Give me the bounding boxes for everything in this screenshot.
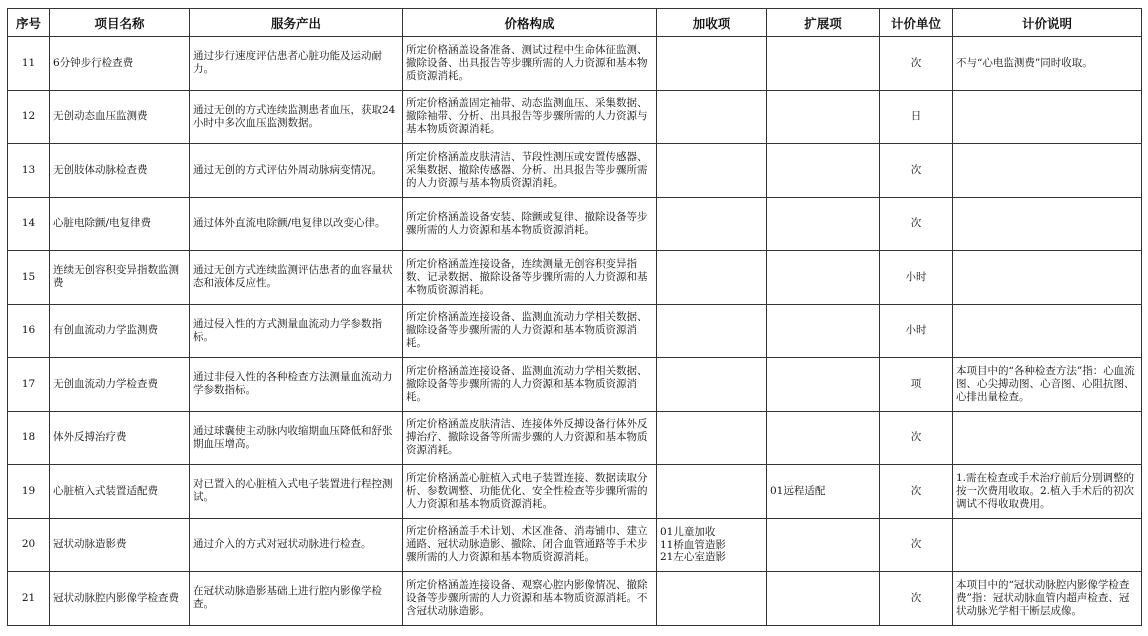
cell-note [953, 251, 1142, 305]
cell-name: 体外反搏治疗费 [50, 411, 190, 465]
header-note: 计价说明 [953, 9, 1142, 37]
cell-output: 通过球囊使主动脉内收缩期血压降低和舒张期血压增高。 [190, 411, 403, 465]
cell-note [953, 144, 1142, 198]
cell-price: 所定价格涵盖连接设备、观察心腔内影像情况、撤除设备等步骤所需的人力资源和基本物质资源消耗。不含冠状动脉造影。 [403, 572, 657, 626]
cell-name: 无创动态血压监测费 [50, 90, 190, 144]
header-output: 服务产出 [190, 9, 403, 37]
table-row [8, 197, 1142, 251]
cell-add [657, 518, 767, 572]
cell-add [657, 37, 767, 91]
cell-name: 冠状动脉腔内影像学检查费 [50, 572, 190, 626]
cell-unit: 次 [880, 197, 953, 251]
cell-output: 通过无创的方式连续监测患者血压，获取24小时中多次血压监测数据。 [190, 90, 403, 144]
cell-add [657, 90, 767, 144]
cell-price: 所定价格涵盖设备安装、除颤或复律、撤除设备等步骤所需的人力资源和基本物质资源消耗。 [403, 197, 657, 251]
pricing-table [7, 8, 1142, 626]
cell-ext [767, 144, 880, 198]
cell-price: 所定价格涵盖连接设备、监测血流动力学相关数据、撤除设备等步骤所需的人力资源和基本物质资源消耗。 [403, 358, 657, 412]
cell-unit: 次 [880, 572, 953, 626]
cell-add [657, 197, 767, 251]
cell-ext [767, 411, 880, 465]
cell-no: 20 [8, 518, 50, 572]
table-row [8, 572, 1142, 626]
table-row [8, 358, 1142, 412]
cell-output: 通过侵入性的方式测量血流动力学参数指标。 [190, 304, 403, 358]
cell-price: 所定价格涵盖皮肤清洁、节段性测压或安置传感器、采集数据、撤除传感器、分析、出具报告等步骤所需的人力资源与基本物质资源消耗。 [403, 144, 657, 198]
cell-no: 17 [8, 358, 50, 412]
table-row [8, 465, 1142, 519]
cell-add [657, 411, 767, 465]
cell-name: 有创血流动力学监测费 [50, 304, 190, 358]
cell-no: 16 [8, 304, 50, 358]
cell-add [657, 251, 767, 305]
cell-output: 对已置入的心脏植入式电子装置进行程控测试。 [190, 465, 403, 519]
table-row [8, 144, 1142, 198]
header-unit: 计价单位 [880, 9, 953, 37]
cell-name: 无创血流动力学检查费 [50, 358, 190, 412]
cell-output: 在冠状动脉造影基础上进行腔内影像学检查。 [190, 572, 403, 626]
header-ext: 扩展项 [767, 9, 880, 37]
cell-name: 心脏植入式装置适配费 [50, 465, 190, 519]
cell-price: 所定价格涵盖手术计划、术区准备、消毒铺巾、建立通路、冠状动脉造影、撤除、闭合血管通路等手术步骤所需的人力资源和基本物质资源消耗。 [403, 518, 657, 572]
cell-ext [767, 358, 880, 412]
cell-unit: 日 [880, 90, 953, 144]
add-item: 01儿童加收 [660, 526, 716, 538]
cell-unit: 小时 [880, 304, 953, 358]
cell-no: 12 [8, 90, 50, 144]
table-row [8, 518, 1142, 572]
cell-no: 18 [8, 411, 50, 465]
cell-price: 所定价格涵盖连接设备，连续测量无创容积变异指数、记录数据、撤除设备等步骤所需的人力资源和基本物质资源消耗。 [403, 251, 657, 305]
header-name: 项目名称 [50, 9, 190, 37]
cell-unit: 次 [880, 411, 953, 465]
cell-no: 21 [8, 572, 50, 626]
cell-ext [767, 304, 880, 358]
cell-add [657, 144, 767, 198]
table-header-row [8, 9, 1142, 37]
table-row [8, 90, 1142, 144]
cell-unit: 次 [880, 37, 953, 91]
cell-price: 所定价格涵盖心脏植入式电子装置连接、数据读取分析、参数调整、功能优化、安全性检查等步骤所需的人力资源和基本物质资源消耗。 [403, 465, 657, 519]
cell-no: 19 [8, 465, 50, 519]
cell-price: 所定价格涵盖连接设备、监测血流动力学相关数据、撤除设备等步骤所需的人力资源和基本物质资源消耗。 [403, 304, 657, 358]
cell-ext [767, 572, 880, 626]
cell-unit: 次 [880, 465, 953, 519]
cell-name: 心脏电除颤/电复律费 [50, 197, 190, 251]
cell-note: 本项目中的“各种检查方法”指：心血流图、心尖搏动图、心音图、心阻抗图、心排出量检查。 [953, 358, 1142, 412]
cell-ext: 01远程适配 [767, 465, 880, 519]
add-item: 11桥血管造影 [660, 538, 726, 551]
cell-output: 通过无创的方式评估外周动脉病变情况。 [190, 144, 403, 198]
cell-add [657, 304, 767, 358]
header-no: 序号 [8, 9, 50, 37]
cell-name: 冠状动脉造影费 [50, 518, 190, 572]
cell-price: 所定价格涵盖设备准备、测试过程中生命体征监测、撤除设备、出具报告等步骤所需的人力资源和基本物质资源消耗。 [403, 37, 657, 91]
table-row [8, 251, 1142, 305]
cell-no: 15 [8, 251, 50, 305]
cell-name: 6分钟步行检查费 [50, 37, 190, 91]
cell-unit: 项 [880, 358, 953, 412]
cell-note: 不与“心电监测费”同时收取。 [953, 37, 1142, 91]
cell-ext [767, 518, 880, 572]
add-item: 21左心室造影 [660, 551, 726, 563]
cell-note [953, 304, 1142, 358]
cell-add [657, 465, 767, 519]
cell-no: 13 [8, 144, 50, 198]
cell-note: 1.需在检查或手术治疗前后分别调整的按一次费用收取。2.植入手术后的初次调试不得收取费用。 [953, 465, 1142, 519]
cell-unit: 次 [880, 144, 953, 198]
cell-ext [767, 37, 880, 91]
cell-output: 通过步行速度评估患者心脏功能及运动耐力。 [190, 37, 403, 91]
cell-add [657, 572, 767, 626]
header-add: 加收项 [657, 9, 767, 37]
cell-note [953, 90, 1142, 144]
cell-output: 通过体外直流电除颤/电复律以改变心律。 [190, 197, 403, 251]
cell-note: 本项目中的“冠状动脉腔内影像学检查费”指：冠状动脉血管内超声检查、冠状动脉光学相干断层成像。 [953, 572, 1142, 626]
cell-add [657, 358, 767, 412]
cell-output: 通过非侵入性的各种检查方法测量血流动力学参数指标。 [190, 358, 403, 412]
cell-unit: 次 [880, 518, 953, 572]
cell-unit: 小时 [880, 251, 953, 305]
cell-name: 连续无创容积变异指数监测费 [50, 251, 190, 305]
cell-output: 通过介入的方式对冠状动脉进行检查。 [190, 518, 403, 572]
cell-no: 11 [8, 37, 50, 91]
cell-name: 无创肢体动脉检查费 [50, 144, 190, 198]
cell-ext [767, 197, 880, 251]
cell-price: 所定价格涵盖固定袖带、动态监测血压、采集数据、撤除袖带、分析、出具报告等步骤所需的人力资源与基本物质资源消耗。 [403, 90, 657, 144]
cell-note [953, 197, 1142, 251]
table-row [8, 411, 1142, 465]
header-price: 价格构成 [403, 9, 657, 37]
cell-note [953, 518, 1142, 572]
table-row [8, 37, 1142, 91]
cell-ext [767, 90, 880, 144]
cell-no: 14 [8, 197, 50, 251]
cell-note [953, 411, 1142, 465]
table-row [8, 304, 1142, 358]
cell-price: 所定价格涵盖皮肤清洁、连接体外反搏设备行体外反搏治疗、撤除设备等所需步骤的人力资源和基本物质资源消耗。 [403, 411, 657, 465]
cell-ext [767, 251, 880, 305]
cell-output: 通过无创方式连续监测评估患者的血容量状态和液体反应性。 [190, 251, 403, 305]
